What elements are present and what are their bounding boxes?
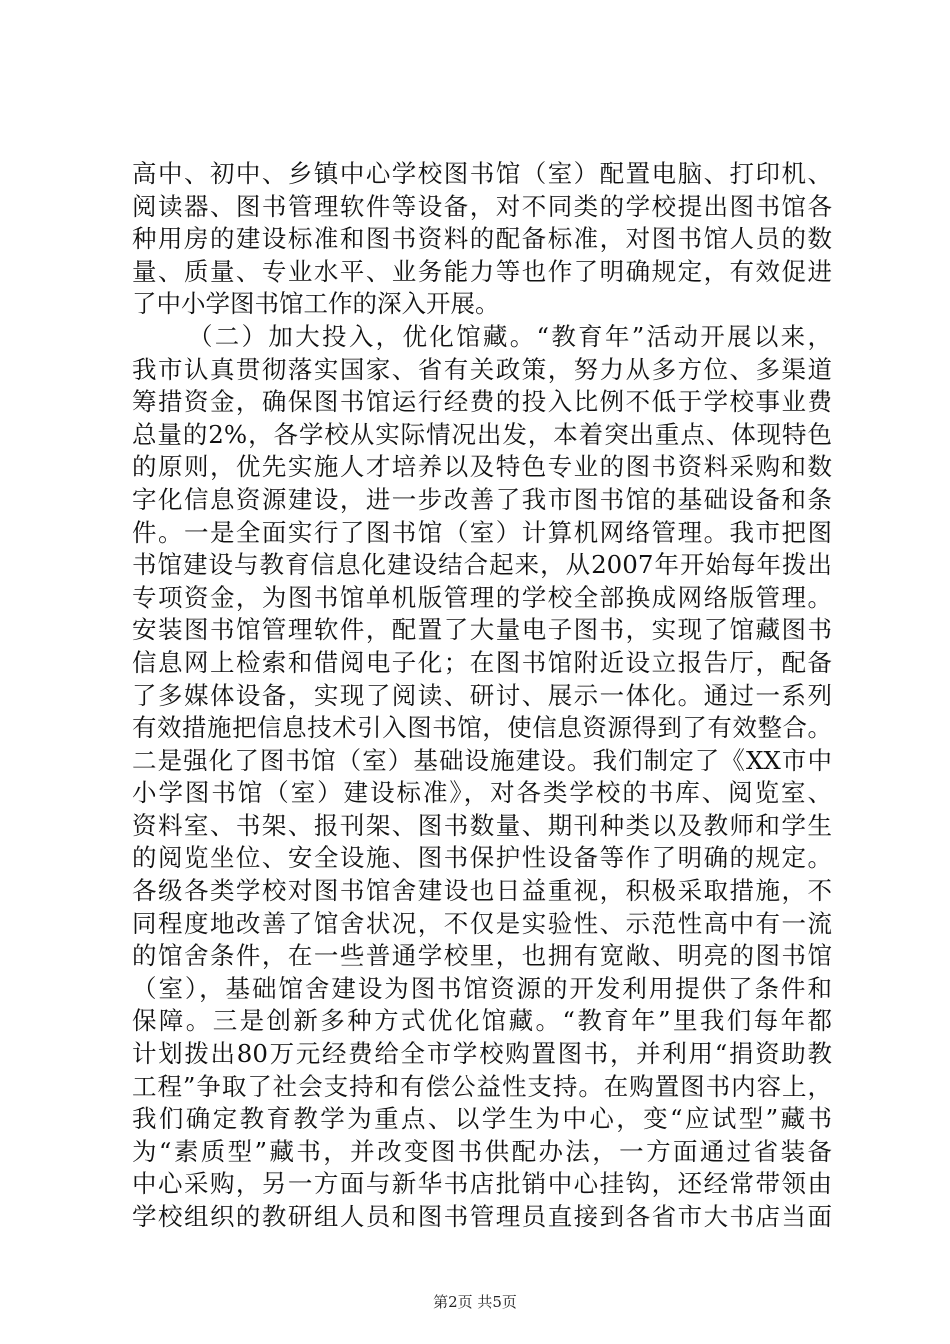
text-line: 的原则，优先实施人才培养以及特色专业的图书资料采购和数 — [132, 452, 832, 482]
text-line: 保障。三是创新多种方式优化馆藏。“教育年”里我们每年都 — [132, 1006, 832, 1036]
text-line: （室），基础馆舍建设为图书馆资源的开发利用提供了条件和 — [132, 973, 832, 1003]
text-line: 有效措施把信息技术引入图书馆，使信息资源得到了有效整合。 — [132, 713, 832, 743]
text-line: 筹措资金，确保图书馆运行经费的投入比例不低于学校事业费 — [132, 387, 832, 417]
text-line: 为“素质型”藏书，并改变图书供配办法，一方面通过省装备 — [132, 1136, 832, 1166]
text-line: 了多媒体设备，实现了阅读、研讨、展示一体化。通过一系列 — [132, 680, 832, 710]
section-heading-line: （二）加大投入，优化馆藏。“教育年”活动开展以来， — [188, 321, 832, 351]
text-line: 同程度地改善了馆舍状况，不仅是实验性、示范性高中有一流 — [132, 908, 832, 938]
text-line: 小学图书馆（室）建设标准》，对各类学校的书库、阅览室、 — [132, 778, 832, 808]
text-line: 安装图书馆管理软件，配置了大量电子图书，实现了馆藏图书 — [132, 615, 832, 645]
text-line: 我市认真贯彻落实国家、省有关政策，努力从多方位、多渠道 — [132, 354, 832, 384]
document-body — [132, 158, 832, 1234]
text-line: 阅读器、图书管理软件等设备，对不同类的学校提出图书馆各 — [132, 191, 832, 221]
text-line: 中心采购，另一方面与新华书店批销中心挂钩，还经常带领由 — [132, 1169, 832, 1199]
text-line: 工程”争取了社会支持和有偿公益性支持。在购置图书内容上， — [132, 1071, 832, 1101]
text-line: 我们确定教育教学为重点、以学生为中心，变“应试型”藏书 — [132, 1104, 832, 1134]
text-line: 各级各类学校对图书馆舍建设也日益重视，积极采取措施，不 — [132, 876, 832, 906]
text-line: 总量的2%，各学校从实际情况出发，本着突出重点、体现特色 — [132, 419, 832, 449]
text-line: 学校组织的教研组人员和图书管理员直接到各省市大书店当面 — [132, 1202, 832, 1231]
text-line: 的馆舍条件，在一些普通学校里，也拥有宽敞、明亮的图书馆 — [132, 941, 832, 971]
text-line: 资料室、书架、报刊架、图书数量、期刊种类以及教师和学生 — [132, 810, 832, 840]
text-line: 书馆建设与教育信息化建设结合起来，从2007年开始每年拨出 — [132, 550, 832, 580]
text-line: 字化信息资源建设，进一步改善了我市图书馆的基础设备和条 — [132, 484, 832, 514]
text-line: 二是强化了图书馆（室）基础设施建设。我们制定了《XX市中 — [132, 745, 832, 775]
text-line: 计划拨出80万元经费给全市学校购置图书，并利用“捐资助教 — [132, 1039, 832, 1069]
page-number-footer: 第2页 共5页 — [433, 1293, 517, 1311]
text-line: 的阅览坐位、安全设施、图书保护性设备等作了明确的规定。 — [132, 843, 832, 873]
text-line: 高中、初中、乡镇中心学校图书馆（室）配置电脑、打印机、 — [132, 159, 832, 188]
text-line: 信息网上检索和借阅电子化；在图书馆附近设立报告厅，配备 — [132, 647, 832, 677]
text-line: 种用房的建设标准和图书资料的配备标准，对图书馆人员的数 — [132, 224, 832, 254]
text-line: 量、质量、专业水平、业务能力等也作了明确规定，有效促进 — [132, 256, 832, 286]
text-line: 专项资金，为图书馆单机版管理的学校全部换成网络版管理。 — [132, 582, 832, 612]
text-line: 了中小学图书馆工作的深入开展。 — [132, 289, 500, 319]
text-line: 件。一是全面实行了图书馆（室）计算机网络管理。我市把图 — [132, 517, 832, 547]
